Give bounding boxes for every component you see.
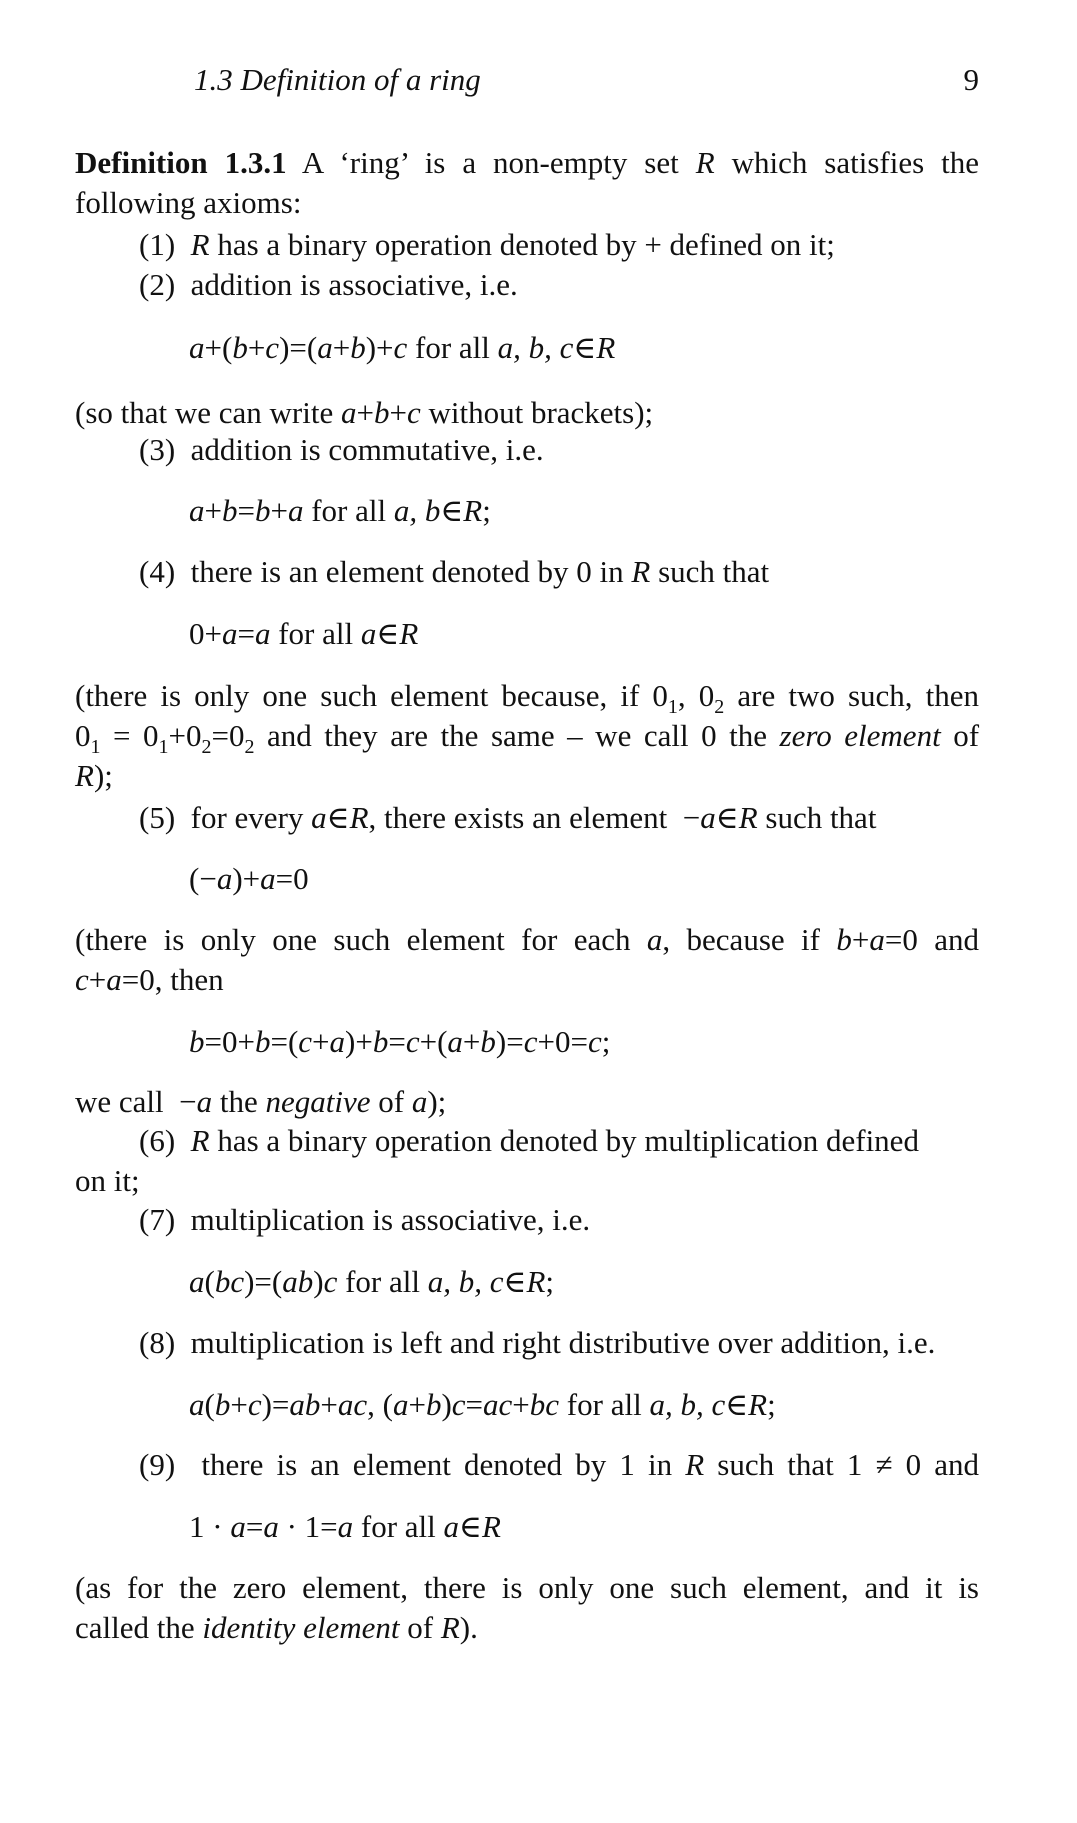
axiom-4-note-line-1: (there is only one such element because, if $0_1$, $0_2$ are two such, then — [75, 678, 979, 718]
axiom-5-note-line-2: c+a=0, then — [75, 962, 224, 997]
axiom-7-formula: a(bc)=(ab)c for all a, b, c∈R; — [189, 1264, 554, 1299]
axiom-5: (5) for every a∈R, there exists an element −a∈R such that — [139, 800, 877, 835]
axiom-9-note-line-2: called the identity element of R). — [75, 1610, 478, 1645]
axiom-4-note-line-3: R); — [75, 758, 113, 793]
axiom-5-note-line-3: we call −a the negative of a); — [75, 1084, 447, 1119]
axiom-5-derivation: b=0+b=(c+a)+b=c+(a+b)=c+0=c; — [189, 1024, 611, 1059]
axiom-7: (7) multiplication is associative, i.e. — [139, 1202, 591, 1237]
axiom-6: (6) R has a binary operation denoted by multiplication defined — [139, 1123, 919, 1158]
axiom-2-note: (so that we can write a+b+c without brackets); — [75, 395, 654, 430]
definition-line-2: following axioms: — [75, 185, 302, 220]
axiom-5-formula: (−a)+a=0 — [189, 861, 309, 896]
axiom-9-note-line-1: (as for the zero element, there is only one such element, and it is — [75, 1570, 979, 1605]
axiom-3-formula: a+b=b+a for all a, b∈R; — [189, 493, 491, 528]
axiom-2-formula: a+(b+c)=(a+b)+c for all a, b, c∈R — [189, 330, 616, 365]
axiom-4-note-line-2: $0_1 = 0_1+0_2=0_2$ and they are the same – we call 0 the zero element of — [75, 718, 980, 758]
axiom-4-formula: 0+a=a for all a∈R — [189, 616, 419, 651]
axiom-8: (8) multiplication is left and right distributive over addition, i.e. — [139, 1325, 936, 1360]
axiom-6-cont: on it; — [75, 1163, 140, 1198]
axiom-4: (4) there is an element denoted by 0 in R such that — [139, 554, 770, 589]
page-number: 9 — [963, 62, 979, 97]
axiom-8-formula: a(b+c)=ab+ac, (a+b)c=ac+bc for all a, b, c∈R; — [189, 1387, 776, 1422]
axiom-1: (1) R has a binary operation denoted by + defined on it; — [139, 227, 835, 262]
axiom-5-note-line-1: (there is only one such element for each a, because if b+a=0 and — [75, 922, 980, 957]
definition-heading-line: Definition 1.3.1 A ‘ring’ is a non-empty set R which satisfies the — [75, 145, 979, 180]
axiom-2: (2) addition is associative, i.e. — [139, 267, 518, 302]
axiom-9-formula: 1 · a=a · 1=a for all a∈R — [189, 1509, 501, 1544]
running-header: 1.3 Definition of a ring — [194, 62, 481, 97]
axiom-3: (3) addition is commutative, i.e. — [139, 432, 544, 467]
definition-label: Definition 1.3.1 — [75, 145, 287, 180]
axiom-9: (9) there is an element denoted by 1 in R such that 1 ≠ 0 and — [139, 1447, 980, 1482]
